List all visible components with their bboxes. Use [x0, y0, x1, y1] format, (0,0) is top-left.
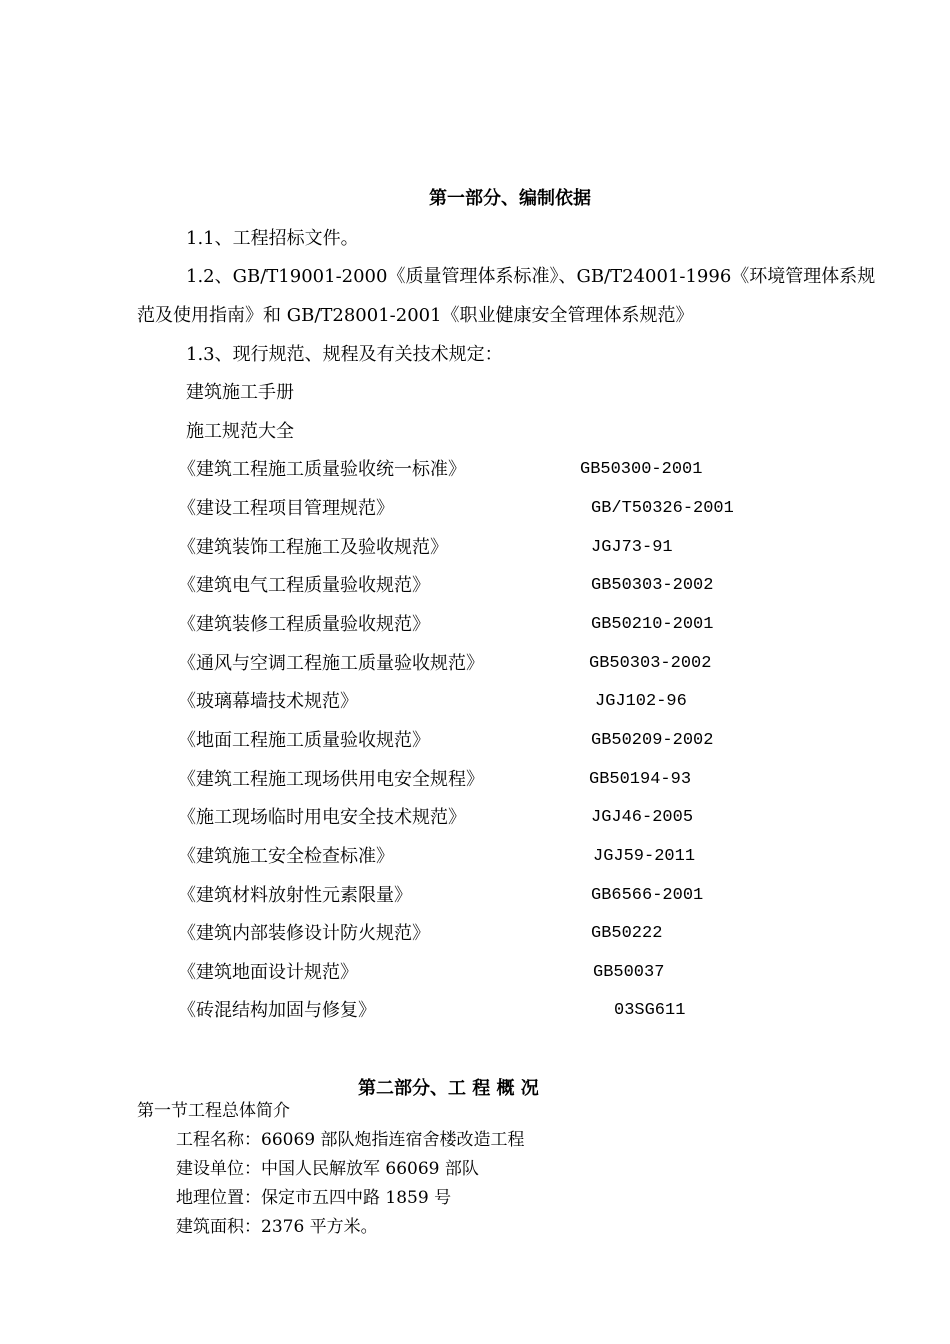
standard-code: GB6566-2001	[591, 886, 704, 905]
part2-title: 第二部分、工 程 概 况	[358, 1078, 539, 1099]
standard-name: 《建筑工程施工质量验收统一标准》	[178, 459, 466, 480]
standard-name: 《通风与空调工程施工质量验收规范》	[178, 653, 484, 674]
standard-code: GB50303-2002	[589, 654, 712, 673]
reference-handbook: 建筑施工手册	[186, 382, 294, 403]
standard-name: 《建筑施工安全检查标准》	[178, 846, 394, 867]
part1-title: 第一部分、编制依据	[429, 188, 591, 209]
standard-name: 《建筑地面设计规范》	[178, 962, 358, 983]
standard-code: JGJ46-2005	[591, 808, 694, 827]
standard-code: JGJ59-2011	[593, 847, 696, 866]
standard-code: GB50037	[593, 963, 665, 982]
standard-name: 《建筑工程施工现场供用电安全规程》	[178, 769, 484, 790]
standard-code: 03SG611	[614, 1001, 686, 1020]
paragraph-1-3: 1.3、现行规范、规程及有关技术规定：	[186, 344, 503, 365]
standard-name: 《建筑材料放射性元素限量》	[178, 885, 412, 906]
paragraph-1-1: 1.1、工程招标文件。	[186, 228, 359, 249]
project-name-line: 工程名称：66069 部队炮指连宿舍楼改造工程	[176, 1130, 525, 1150]
building-area-line: 建筑面积：2376 平方米。	[176, 1217, 378, 1237]
standard-code: GB50194-93	[589, 770, 692, 789]
standard-code: GB50303-2002	[591, 576, 714, 595]
construction-unit-line: 建设单位：中国人民解放军 66069 部队	[176, 1159, 479, 1179]
standard-code: GB50209-2002	[591, 731, 714, 750]
standard-name: 《施工现场临时用电安全技术规范》	[178, 807, 466, 828]
standard-name: 《砖混结构加固与修复》	[178, 1000, 376, 1021]
standard-code: GB/T50326-2001	[591, 499, 734, 518]
standard-code: GB50300-2001	[580, 460, 703, 479]
standard-code: JGJ73-91	[591, 538, 673, 557]
location-line: 地理位置：保定市五四中路 1859 号	[176, 1188, 452, 1208]
standard-code: JGJ102-96	[595, 692, 687, 711]
standard-code: GB50210-2001	[591, 615, 714, 634]
standard-name: 《玻璃幕墙技术规范》	[178, 691, 358, 712]
paragraph-1-2-line2: 范及使用指南》和 GB/T28001-2001《职业健康安全管理体系规范》	[137, 305, 694, 326]
standard-name: 《建筑装修工程质量验收规范》	[178, 614, 430, 635]
standard-code: GB50222	[591, 924, 663, 943]
standard-name: 《建筑内部装修设计防火规范》	[178, 923, 430, 944]
section-heading: 第一节工程总体简介	[137, 1101, 290, 1121]
paragraph-1-2-line1: 1.2、GB/T19001-2000《质量管理体系标准》、GB/T24001-1996《环境管理体系规	[186, 266, 876, 287]
standard-name: 《地面工程施工质量验收规范》	[178, 730, 430, 751]
standard-name: 《建设工程项目管理规范》	[178, 498, 394, 519]
reference-spec-collection: 施工规范大全	[186, 421, 294, 442]
standard-name: 《建筑装饰工程施工及验收规范》	[178, 537, 448, 558]
standard-name: 《建筑电气工程质量验收规范》	[178, 575, 430, 596]
